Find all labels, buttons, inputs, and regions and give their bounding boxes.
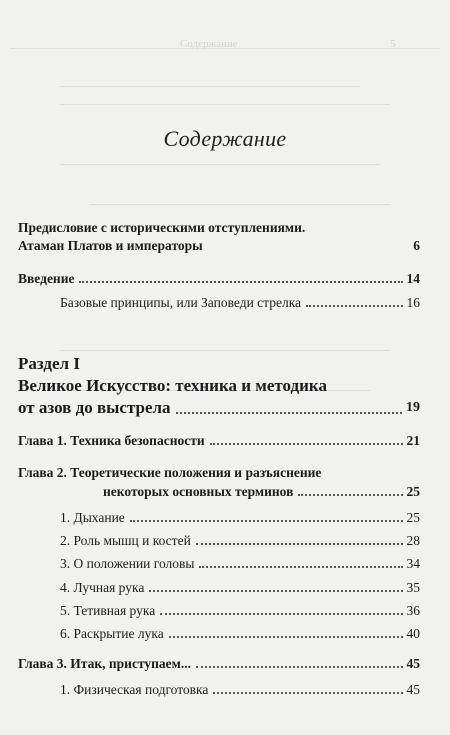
leader-dots bbox=[196, 542, 403, 545]
toc-entry-label: 3. О положении головы bbox=[60, 556, 195, 571]
toc-entry-page: 14 bbox=[406, 271, 420, 286]
toc-entry-page: 21 bbox=[406, 433, 420, 448]
toc-entry-label: Глава 3. Итак, приступаем... bbox=[18, 656, 191, 671]
leader-dots bbox=[210, 442, 403, 445]
toc-entry-chapter-3[interactable] bbox=[18, 655, 420, 672]
toc-entry-page: 25 bbox=[406, 484, 420, 499]
toc-subentry-bow-hand[interactable] bbox=[60, 579, 420, 596]
toc-entry-label: от азов до выстрела bbox=[18, 398, 171, 417]
toc-entry-label: Глава 1. Техника безопасности bbox=[18, 433, 205, 448]
toc-entry-page: 28 bbox=[406, 533, 420, 548]
toc-subentry-breathing[interactable] bbox=[60, 509, 420, 526]
toc-entry-foreword-line2[interactable] bbox=[18, 237, 420, 254]
toc-entry-page: 6 bbox=[413, 238, 420, 253]
leader-dots bbox=[169, 635, 403, 638]
toc-entry-label: Атаман Платов и императоры bbox=[18, 238, 203, 253]
toc-entry-label: Великое Искусство: техника и методика bbox=[18, 376, 327, 395]
toc-entry-page: 45 bbox=[406, 656, 420, 671]
running-header-page: 5 bbox=[390, 38, 396, 50]
toc-entry-label: 1. Физическая подготовка bbox=[60, 682, 209, 697]
leader-dots bbox=[130, 519, 403, 522]
toc-entry-page: 34 bbox=[406, 556, 420, 571]
toc-section-1-heading[interactable] bbox=[18, 354, 420, 374]
toc-entry-page: 35 bbox=[406, 580, 420, 595]
toc-section-1-title-line1[interactable] bbox=[18, 376, 420, 396]
leader-dots bbox=[79, 280, 402, 283]
leader-dots bbox=[176, 411, 402, 414]
toc-entry-label: Предисловие с историческими отступлениями. bbox=[18, 220, 306, 235]
toc-entry-label: некоторых основных терминов bbox=[103, 484, 294, 499]
leader-dots bbox=[306, 304, 402, 307]
toc-entry-principles[interactable] bbox=[60, 294, 420, 311]
running-header-title: Содержание bbox=[180, 38, 238, 50]
toc-subentry-bow-draw[interactable] bbox=[60, 625, 420, 642]
leader-dots bbox=[160, 612, 402, 615]
leader-dots bbox=[213, 691, 402, 694]
toc-entry-page: 16 bbox=[406, 295, 420, 310]
toc-entry-page: 19 bbox=[406, 400, 420, 415]
toc-entry-label: Введение bbox=[18, 271, 75, 286]
toc-entry-intro[interactable] bbox=[18, 270, 420, 287]
toc-entry-foreword-line1[interactable] bbox=[18, 219, 420, 236]
page-title: Содержание bbox=[163, 126, 287, 151]
toc-entry-label: 6. Раскрытие лука bbox=[60, 626, 164, 641]
toc-entry-label: Глава 2. Теоретические положения и разъяснение bbox=[18, 465, 322, 480]
toc-entry-page: 36 bbox=[406, 603, 420, 618]
toc-entry-page: 40 bbox=[406, 626, 420, 641]
toc-entry-label: Раздел I bbox=[18, 354, 80, 373]
toc-entry-label: Базовые принципы, или Заповеди стрелка bbox=[60, 295, 302, 310]
toc-section-1-title-line2[interactable] bbox=[18, 398, 420, 418]
leader-dots bbox=[196, 665, 403, 668]
toc-subentry-muscles-bones[interactable] bbox=[60, 532, 420, 549]
leader-dots bbox=[208, 249, 410, 250]
toc-entry-label: 5. Тетивная рука bbox=[60, 603, 156, 618]
leader-dots bbox=[199, 565, 402, 568]
leader-dots bbox=[298, 493, 402, 496]
toc-entry-label: 2. Роль мышц и костей bbox=[60, 533, 191, 548]
toc-entry-label: 4. Лучная рука bbox=[60, 580, 145, 595]
toc-entry-chapter-1[interactable] bbox=[18, 432, 420, 449]
toc-entry-label: 1. Дыхание bbox=[60, 510, 125, 525]
toc-entry-chapter-2-line1[interactable] bbox=[18, 464, 420, 481]
toc-entry-chapter-2-line2[interactable] bbox=[103, 483, 420, 500]
toc-entry-page: 25 bbox=[406, 510, 420, 525]
toc-subentry-head-position[interactable] bbox=[60, 555, 420, 572]
toc-subentry-string-hand[interactable] bbox=[60, 602, 420, 619]
leader-dots bbox=[149, 589, 402, 592]
toc-subentry-physical-training[interactable] bbox=[60, 681, 420, 698]
toc-entry-page: 45 bbox=[406, 682, 420, 697]
